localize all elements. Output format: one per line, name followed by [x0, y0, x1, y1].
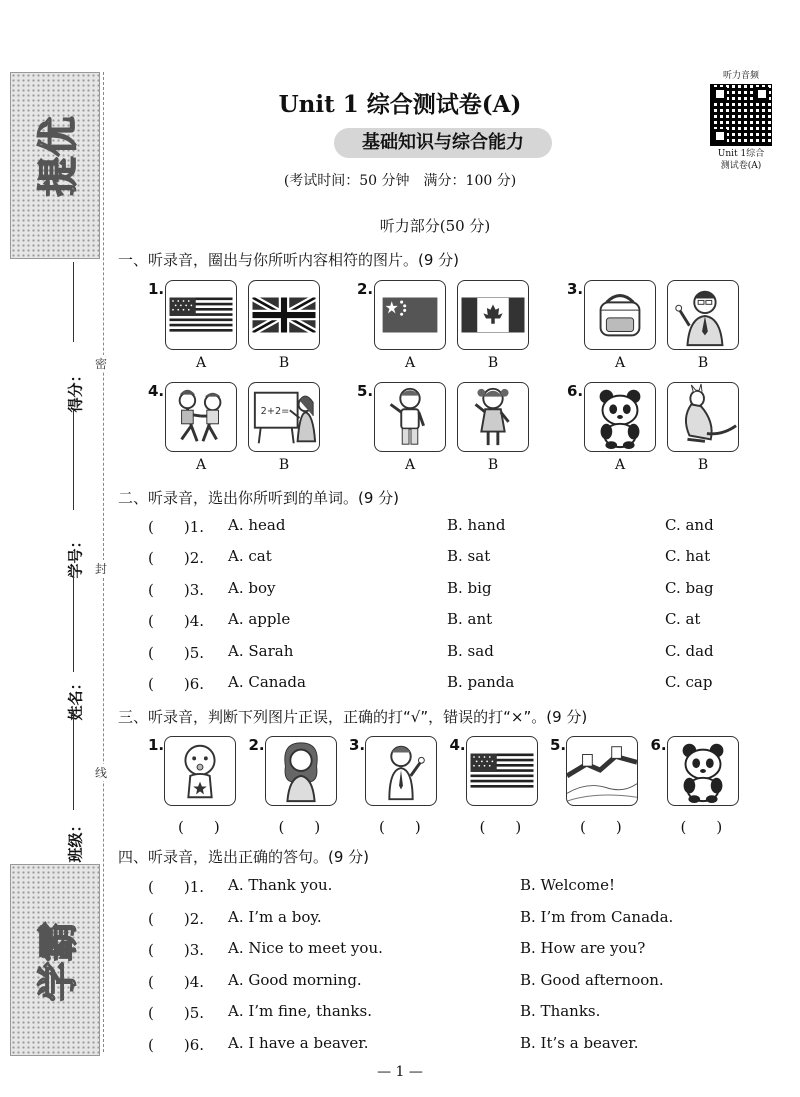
- answer-blank: ( )2.: [148, 909, 205, 928]
- usa-flag-icon: [166, 281, 236, 349]
- judge-picture[interactable]: [164, 736, 236, 806]
- qr-caption-line1: Unit 1综合: [717, 149, 765, 159]
- qr-caption-line2: 测试卷(A): [720, 161, 762, 171]
- option-c: C. at: [665, 610, 701, 629]
- judge-blank: ( ): [379, 818, 421, 836]
- option-a: A. I’m a boy.: [228, 907, 322, 926]
- brand-bottom-text: 学霸: [35, 921, 82, 1002]
- question-number: 2.: [248, 736, 265, 754]
- option-b: B. ant: [447, 610, 493, 629]
- option-b: B. Good afternoon.: [520, 970, 664, 989]
- option-b: B. hand: [447, 516, 506, 534]
- option-b-label: B: [487, 457, 499, 473]
- option-c: C. and: [665, 516, 714, 534]
- answer-blank: ( )3.: [148, 580, 205, 599]
- great-wall-icon: [567, 737, 637, 805]
- seal-char-3: 线: [95, 766, 108, 780]
- option-b: B. I’m from Canada.: [520, 907, 674, 926]
- section-1-heading: 一、听录音，圈出与你所听内容相符的图片。(9 分): [118, 251, 460, 269]
- question-number: 4.: [148, 382, 165, 400]
- option-b-picture[interactable]: [248, 280, 320, 350]
- china-flag-icon: [375, 281, 445, 349]
- exam-meta: (考试时间：50 分钟 满分：100 分): [283, 173, 517, 189]
- brand-strip-bottom: [10, 864, 100, 1056]
- judge-blank: ( ): [580, 818, 622, 836]
- option-a-label: A: [195, 355, 207, 371]
- judge-picture[interactable]: [466, 736, 538, 806]
- boy-icon: [375, 383, 445, 451]
- answer-blank: ( )1.: [148, 878, 205, 896]
- option-a: A. I’m fine, thanks.: [228, 1002, 372, 1021]
- page-title: Unit 1 综合测试卷(A): [278, 91, 522, 118]
- kids-playing-icon: [166, 383, 236, 451]
- option-b-label: B: [697, 457, 709, 473]
- option-c: C. dad: [665, 641, 714, 660]
- panda-icon: [668, 737, 738, 805]
- answer-blank: ( )5.: [148, 1004, 205, 1023]
- option-a: A. cat: [228, 547, 272, 566]
- option-c: C. cap: [665, 673, 713, 691]
- qr-code-icon[interactable]: [710, 84, 772, 146]
- option-a-label: A: [195, 457, 207, 473]
- judge-blank: ( ): [178, 818, 220, 836]
- question-number: 2.: [357, 280, 374, 298]
- girl-icon: [458, 383, 528, 451]
- answer-blank: ( )3.: [148, 941, 205, 960]
- option-a-label: A: [614, 355, 626, 371]
- question-number: 3.: [349, 736, 366, 754]
- option-a-picture[interactable]: [165, 382, 237, 452]
- judge-picture[interactable]: [265, 736, 337, 806]
- schoolbag-icon: [585, 281, 655, 349]
- option-b: B. sat: [447, 547, 491, 566]
- teacher-icon: [668, 281, 738, 349]
- option-a-picture[interactable]: [374, 382, 446, 452]
- option-a: A. Nice to meet you.: [228, 939, 383, 958]
- baby-icon: [165, 737, 235, 805]
- option-b: B. panda: [447, 673, 515, 691]
- option-c: C. bag: [665, 578, 714, 597]
- option-b-picture[interactable]: [667, 280, 739, 350]
- option-a: A. Sarah: [228, 641, 294, 660]
- option-b: B. big: [447, 578, 492, 597]
- section-banner: 基础知识与综合能力: [334, 128, 552, 158]
- option-b: B. Thanks.: [520, 1002, 601, 1021]
- panda-icon: [585, 383, 655, 451]
- section-3-heading: 三、听录音，判断下列图片正误，正确的打“√”，错误的打“×”。(9 分): [118, 708, 588, 726]
- uk-flag-icon: [249, 281, 319, 349]
- option-a: A. apple: [228, 610, 291, 629]
- option-a-label: A: [614, 457, 626, 473]
- option-a-picture[interactable]: [584, 382, 656, 452]
- judge-picture[interactable]: [667, 736, 739, 806]
- qr-top-label: 听力音频: [722, 71, 759, 81]
- section-4-heading: 四、听录音，选出正确的答句。(9 分): [118, 848, 370, 866]
- judge-blank: ( ): [680, 818, 723, 836]
- canada-flag-icon: [458, 281, 528, 349]
- option-a: A. head: [228, 516, 286, 534]
- man-waving-icon: [366, 737, 436, 805]
- kangaroo-icon: [668, 383, 738, 451]
- judge-blank: ( ): [278, 818, 321, 836]
- seal-char-2: 封: [95, 562, 108, 576]
- option-c: C. hat: [665, 547, 711, 566]
- judge-picture[interactable]: [365, 736, 437, 806]
- option-a: A. boy: [228, 578, 276, 597]
- option-b-picture[interactable]: [248, 382, 320, 452]
- option-b: B. How are you?: [520, 939, 646, 958]
- answer-blank: ( )5.: [148, 643, 205, 662]
- page-number: — 1 —: [377, 1064, 423, 1080]
- option-a: A. Canada: [228, 673, 306, 691]
- option-a-picture[interactable]: [584, 280, 656, 350]
- usa-flag-icon: [467, 737, 537, 805]
- question-number: 1.: [148, 280, 165, 298]
- name-label: 姓名：: [66, 675, 85, 721]
- answer-blank: ( )4.: [148, 612, 205, 631]
- option-a: A. I have a beaver.: [228, 1034, 369, 1052]
- woman-icon: [266, 737, 336, 805]
- option-b-picture[interactable]: [457, 280, 529, 350]
- student-id-label: 学号：: [66, 533, 85, 579]
- option-a: A. Thank you.: [228, 876, 333, 894]
- judge-blank: ( ): [479, 818, 522, 836]
- option-a-picture[interactable]: [165, 280, 237, 350]
- answer-blank: ( )6.: [148, 675, 205, 693]
- option-b-label: B: [278, 355, 290, 371]
- qr-block: [707, 70, 775, 172]
- id-blank-line: [73, 410, 74, 510]
- listening-part-title: 听力部分(50 分): [379, 217, 491, 235]
- judge-picture[interactable]: [566, 736, 638, 806]
- score-blank-line: [73, 262, 74, 342]
- option-b-label: B: [487, 355, 499, 371]
- answer-blank: ( )6.: [148, 1036, 205, 1054]
- answer-blank: ( )4.: [148, 972, 205, 991]
- option-a-picture[interactable]: [374, 280, 446, 350]
- option-a: A. Good morning.: [228, 970, 362, 989]
- answer-blank: ( )2.: [148, 549, 205, 568]
- class-label: 班级：: [66, 817, 85, 863]
- brand-top-text: 提优: [35, 116, 82, 197]
- question-number: 6.: [567, 382, 584, 400]
- option-b: B. sad: [447, 641, 494, 660]
- question-number: 4.: [449, 736, 466, 754]
- teacher-blackboard-icon: [249, 383, 319, 451]
- option-b-picture[interactable]: [457, 382, 529, 452]
- seal-char-1: 密: [95, 357, 108, 371]
- class-blank-line: [73, 710, 74, 810]
- section-2-heading: 二、听录音，选出你所听到的单词。(9 分): [118, 489, 400, 507]
- option-b-label: B: [697, 355, 709, 371]
- option-a-label: A: [404, 355, 416, 371]
- name-blank-line: [73, 572, 74, 672]
- answer-blank: ( )1.: [148, 518, 205, 536]
- question-number: 6.: [650, 736, 667, 754]
- question-number: 3.: [567, 280, 584, 298]
- question-number: 1.: [148, 736, 165, 754]
- option-b-label: B: [278, 457, 290, 473]
- question-number: 5.: [550, 736, 567, 754]
- option-a-label: A: [404, 457, 416, 473]
- option-b-picture[interactable]: [667, 382, 739, 452]
- score-label: 得分：: [66, 367, 85, 413]
- option-b: B. Welcome!: [520, 876, 615, 894]
- question-number: 5.: [357, 382, 374, 400]
- option-b: B. It’s a beaver.: [520, 1034, 639, 1052]
